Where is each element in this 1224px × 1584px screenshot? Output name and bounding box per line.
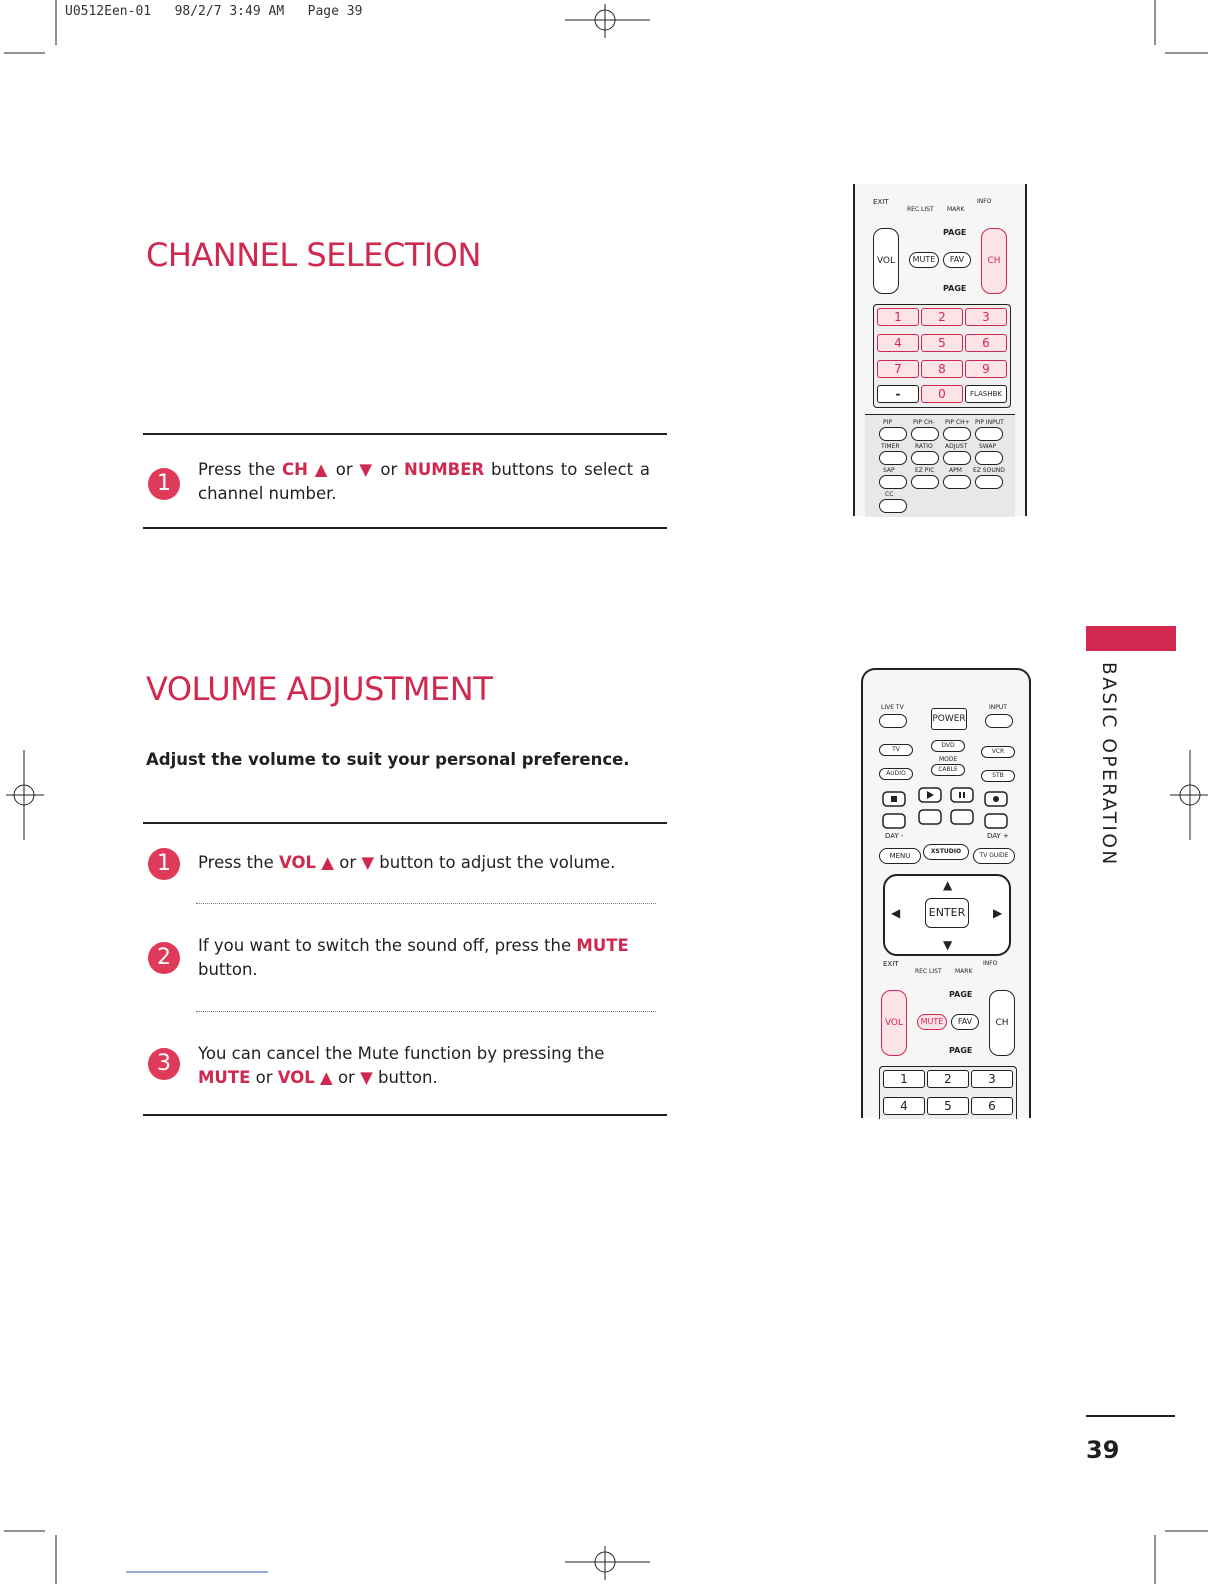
num-key: 2: [921, 308, 963, 326]
divider: [143, 1114, 667, 1116]
arrow-left-icon: ◀: [891, 906, 901, 920]
pip-ch-minus-label: PIP CH-: [913, 419, 935, 426]
mode-audio-key: AUDIO: [879, 768, 913, 780]
menu-key: MENU: [879, 848, 921, 864]
pip-label: PIP: [883, 419, 893, 426]
step-number: 1: [148, 468, 180, 500]
fav-key: FAV: [951, 1014, 979, 1030]
vol-rocker: VOL: [873, 228, 899, 294]
divider: [1086, 1415, 1175, 1417]
day-minus-label: DAY -: [885, 832, 904, 840]
num-key: 0: [921, 385, 963, 403]
num-key: 8: [921, 360, 963, 378]
ch-rocker: CH: [989, 990, 1015, 1056]
apm-label: APM: [949, 467, 962, 474]
pip-ch-plus-label: PIP CH+: [945, 419, 970, 426]
tv-guide-key: TV GUIDE: [973, 848, 1015, 864]
func-key: [943, 451, 971, 465]
xstudio-key: XSTUDIO: [923, 844, 969, 860]
num-key: 3: [971, 1070, 1013, 1088]
volume-step2-text: If you want to switch the sound off, press the MUTE button.: [198, 936, 629, 979]
enter-key: ENTER: [925, 898, 969, 928]
func-key: [911, 427, 939, 441]
func-key: [911, 475, 939, 489]
num-key: 5: [927, 1097, 969, 1115]
page-up-label: PAGE: [943, 228, 967, 237]
func-key: [879, 475, 907, 489]
page-down-label: PAGE: [949, 1046, 973, 1055]
num-key: 4: [877, 334, 919, 352]
divider: [143, 822, 667, 824]
exit-key: EXIT: [873, 198, 889, 206]
arrow-down-icon: ▼: [943, 938, 953, 952]
flashbk-key: FLASHBK: [965, 385, 1007, 403]
mode-dvd-key: DVD: [931, 740, 965, 752]
rec-list-key: REC LIST: [907, 206, 934, 213]
page-number: 39: [1086, 1436, 1120, 1464]
function-key-area: [865, 414, 1015, 517]
func-key: [943, 475, 971, 489]
page-up-label: PAGE: [949, 990, 973, 999]
swap-label: SWAP: [979, 443, 997, 450]
rec-list-key: REC LIST: [915, 968, 942, 975]
mode-tv-key: TV: [879, 744, 913, 756]
vol-rocker: VOL: [881, 990, 907, 1056]
section-label: BASIC OPERATION: [1098, 662, 1119, 867]
func-key: [911, 451, 939, 465]
mode-stb-key: STB: [981, 770, 1015, 782]
ez-sound-label: EZ SOUND: [973, 467, 1005, 474]
num-key: 2: [927, 1070, 969, 1088]
func-key: [943, 427, 971, 441]
divider: [143, 433, 667, 435]
remote-control-illustration: [861, 668, 1031, 1118]
num-key: 1: [883, 1070, 925, 1088]
dotted-divider: [196, 1011, 656, 1012]
mark-key: MARK: [947, 206, 965, 213]
channel-step-text: Press the CH ▲ or ▼ or NUMBER buttons to select a channel number.: [198, 460, 651, 503]
remote-control-illustration: [853, 184, 1027, 516]
fav-key: FAV: [943, 252, 971, 268]
num-key: 6: [965, 334, 1007, 352]
volume-step3-text: You can cancel the Mute function by pressing the MUTE or VOL ▲ or ▼ button.: [198, 1044, 605, 1087]
channel-selection-heading: CHANNEL SELECTION: [146, 236, 481, 274]
mute-key: MUTE: [917, 1014, 947, 1030]
func-key: [879, 451, 907, 465]
func-key: [975, 427, 1003, 441]
volume-step1-text: Press the VOL ▲ or ▼ button to adjust the volume.: [198, 853, 616, 872]
number-pad: [873, 304, 1011, 408]
volume-adjustment-heading: VOLUME ADJUSTMENT: [146, 670, 493, 708]
page-down-label: PAGE: [943, 284, 967, 293]
num-key: 9: [965, 360, 1007, 378]
arrow-up-icon: ▲: [943, 878, 953, 892]
func-key: [975, 475, 1003, 489]
step-number: 3: [148, 1048, 180, 1080]
info-key: INFO: [977, 198, 992, 205]
print-header: U0512Een-01 98/2/7 3:49 AM Page 39: [65, 4, 363, 19]
navigation-pad: [883, 874, 1011, 956]
day-plus-label: DAY +: [987, 832, 1009, 840]
volume-intro: Adjust the volume to suit your personal preference.: [146, 750, 630, 769]
cc-label: CC: [885, 491, 894, 498]
mode-cable-key: CABLE: [931, 764, 965, 776]
arrow-right-icon: ▶: [993, 906, 1003, 920]
num-key: 6: [971, 1097, 1013, 1115]
func-key: [879, 427, 907, 441]
num-key: 3: [965, 308, 1007, 326]
number-pad: [879, 1066, 1017, 1119]
dash-key: -: [877, 385, 919, 403]
func-key: [879, 499, 907, 513]
dotted-divider: [196, 903, 656, 904]
step-number: 2: [148, 942, 180, 974]
section-tab: [1086, 626, 1176, 651]
ch-rocker: CH: [981, 228, 1007, 294]
num-key: 1: [877, 308, 919, 326]
timer-label: TIMER: [881, 443, 900, 450]
mute-key: MUTE: [909, 252, 939, 268]
step-number: 1: [148, 848, 180, 880]
input-label: INPUT: [989, 704, 1007, 711]
live-tv-label: LIVE TV: [881, 704, 904, 711]
ez-pic-label: EZ PIC: [915, 467, 935, 474]
adjust-label: ADJUST: [945, 443, 968, 450]
ratio-label: RATIO: [915, 443, 933, 450]
divider: [143, 527, 667, 529]
exit-key: EXIT: [883, 960, 899, 968]
num-key: 5: [921, 334, 963, 352]
mode-vcr-key: VCR: [981, 746, 1015, 758]
input-key: [985, 714, 1013, 728]
mode-label: MODE: [939, 756, 958, 763]
live-tv-key: [879, 714, 907, 728]
sap-label: SAP: [883, 467, 895, 474]
power-key: POWER: [931, 708, 967, 730]
num-key: 7: [877, 360, 919, 378]
pip-input-label: PIP INPUT: [975, 419, 1004, 426]
num-key: 4: [883, 1097, 925, 1115]
mark-key: MARK: [955, 968, 973, 975]
playback-keys: [879, 786, 1013, 830]
func-key: [975, 451, 1003, 465]
info-key: INFO: [983, 960, 998, 967]
